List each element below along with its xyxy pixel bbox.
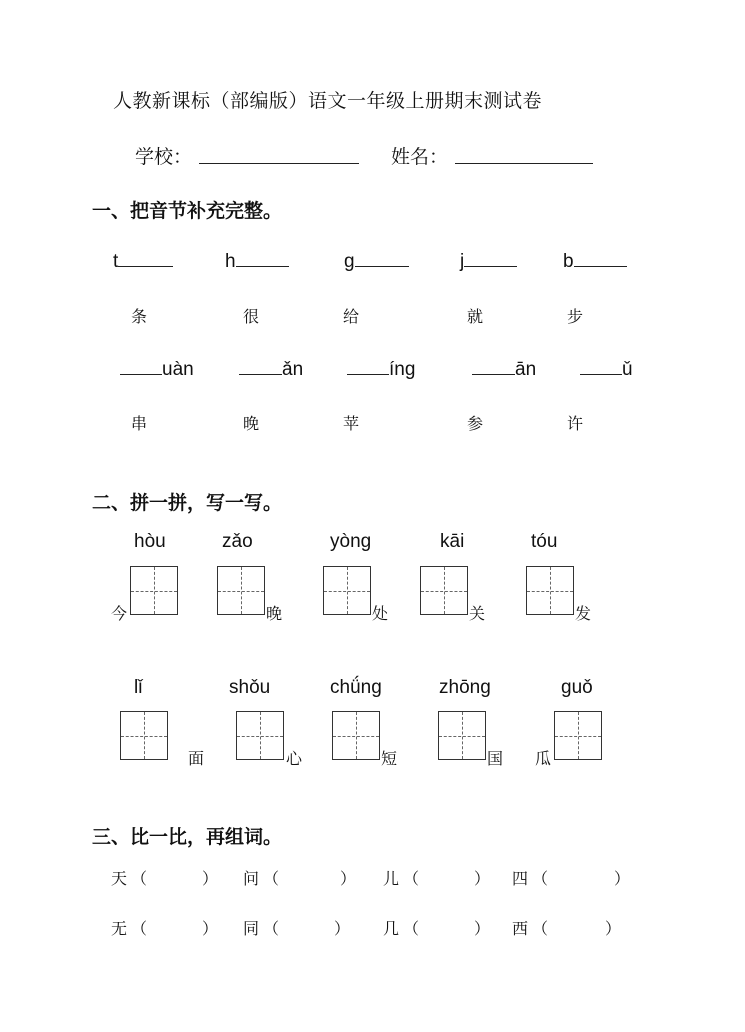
syllable-suffix: íng (389, 359, 416, 380)
syllable-prefix: t (113, 251, 119, 272)
syllable-item (472, 356, 536, 381)
hanzi-char: 给 (343, 307, 360, 326)
open-paren: （ (131, 869, 148, 888)
close-paren: ） (340, 869, 357, 888)
compare-char: 同 (243, 919, 260, 938)
syllable-item (344, 248, 409, 273)
word-blank[interactable] (422, 866, 472, 886)
word-char: 处 (372, 604, 389, 623)
word-blank[interactable] (150, 866, 200, 886)
pinyin-label: tóu (531, 531, 558, 552)
section-1-heading: 一、把音节补充完整。 (92, 200, 283, 222)
hanzi-char: 很 (243, 307, 260, 326)
syllable-prefix: b (563, 251, 574, 272)
syllable-item (563, 248, 627, 273)
writing-grid-box[interactable] (120, 711, 168, 760)
syllable-item (347, 356, 415, 381)
word-blank[interactable] (551, 916, 603, 936)
pinyin-label: lǐ (134, 677, 143, 698)
close-paren: ） (202, 869, 219, 888)
syllable-blank[interactable] (347, 356, 389, 375)
compare-char: 几 (383, 919, 400, 938)
hanzi-char: 串 (131, 414, 148, 433)
open-paren: （ (263, 869, 280, 888)
syllable-item (120, 356, 194, 381)
pinyin-label: guǒ (561, 677, 593, 698)
pinyin-label: shǒu (229, 677, 271, 698)
syllable-blank[interactable] (574, 248, 627, 267)
writing-grid-box[interactable] (438, 711, 486, 760)
open-paren: （ (403, 869, 420, 888)
pinyin-label: zǎo (222, 531, 253, 552)
open-paren: （ (263, 919, 280, 938)
writing-grid-box[interactable] (526, 566, 574, 615)
syllable-suffix: ǎn (282, 359, 304, 380)
syllable-blank[interactable] (236, 248, 289, 267)
close-paren: ） (474, 869, 491, 888)
compare-char: 儿 (383, 869, 400, 888)
syllable-item (239, 356, 303, 381)
word-char: 晚 (266, 604, 283, 623)
syllable-blank[interactable] (464, 248, 517, 267)
syllable-blank[interactable] (239, 356, 282, 375)
syllable-blank[interactable] (120, 356, 162, 375)
word-blank[interactable] (422, 916, 472, 936)
syllable-blank[interactable] (118, 248, 173, 267)
syllable-blank[interactable] (355, 248, 409, 267)
syllable-item (580, 356, 633, 381)
hanzi-char: 苹 (343, 414, 360, 433)
pinyin-label: yòng (330, 531, 372, 552)
hanzi-char: 步 (567, 307, 584, 326)
open-paren: （ (403, 919, 420, 938)
writing-grid-box[interactable] (554, 711, 602, 760)
hanzi-char: 就 (467, 307, 484, 326)
compare-char: 无 (111, 919, 128, 938)
word-blank[interactable] (551, 866, 611, 886)
writing-grid-box[interactable] (130, 566, 178, 615)
pinyin-label: hòu (134, 531, 166, 552)
hanzi-char: 晚 (243, 414, 260, 433)
syllable-prefix: g (344, 251, 355, 272)
word-blank[interactable] (282, 916, 332, 936)
close-paren: ） (334, 919, 351, 938)
close-paren: ） (474, 919, 491, 938)
syllable-suffix: uàn (162, 359, 194, 380)
syllable-prefix: h (225, 251, 236, 272)
open-paren: （ (131, 919, 148, 938)
open-paren: （ (532, 869, 549, 888)
writing-grid-box[interactable] (217, 566, 265, 615)
word-char: 瓜 (535, 749, 552, 768)
word-char: 今 (111, 604, 128, 623)
word-char: 关 (469, 604, 486, 623)
name-field[interactable] (455, 142, 593, 164)
school-label: 学校： (135, 146, 193, 168)
writing-grid-box[interactable] (323, 566, 371, 615)
section-2-heading: 二、拼一拼，写一写。 (92, 492, 283, 514)
word-blank[interactable] (282, 866, 337, 886)
syllable-blank[interactable] (580, 356, 622, 375)
syllable-prefix: j (460, 251, 465, 272)
writing-grid-box[interactable] (236, 711, 284, 760)
section-3-heading: 三、比一比，再组词。 (92, 826, 283, 848)
writing-grid-box[interactable] (420, 566, 468, 615)
close-paren: ） (605, 919, 622, 938)
compare-char: 问 (243, 869, 260, 888)
word-char: 发 (575, 604, 592, 623)
compare-char: 西 (512, 919, 529, 938)
writing-grid-box[interactable] (332, 711, 380, 760)
word-char: 国 (487, 749, 504, 768)
syllable-suffix: ān (515, 359, 537, 380)
syllable-suffix: ǔ (622, 359, 633, 380)
syllable-item (113, 248, 173, 273)
word-char: 心 (286, 749, 303, 768)
close-paren: ） (614, 869, 631, 888)
page-title: 人教新课标（部编版）语文一年级上册期末测试卷 (113, 90, 543, 112)
compare-char: 四 (512, 869, 529, 888)
hanzi-char: 条 (131, 307, 148, 326)
syllable-item (460, 248, 517, 273)
pinyin-label: zhōng (439, 677, 491, 698)
hanzi-char: 参 (467, 414, 484, 433)
name-label: 姓名： (391, 146, 449, 168)
word-char: 面 (188, 749, 205, 768)
word-blank[interactable] (150, 916, 200, 936)
pinyin-label: kāi (440, 531, 465, 552)
syllable-item (225, 248, 289, 273)
open-paren: （ (532, 919, 549, 938)
hanzi-char: 许 (567, 414, 584, 433)
syllable-blank[interactable] (472, 356, 515, 375)
close-paren: ） (202, 919, 219, 938)
word-char: 短 (381, 749, 398, 768)
pinyin-label: chǘng (330, 677, 382, 698)
compare-char: 天 (111, 869, 128, 888)
school-field[interactable] (199, 142, 359, 164)
